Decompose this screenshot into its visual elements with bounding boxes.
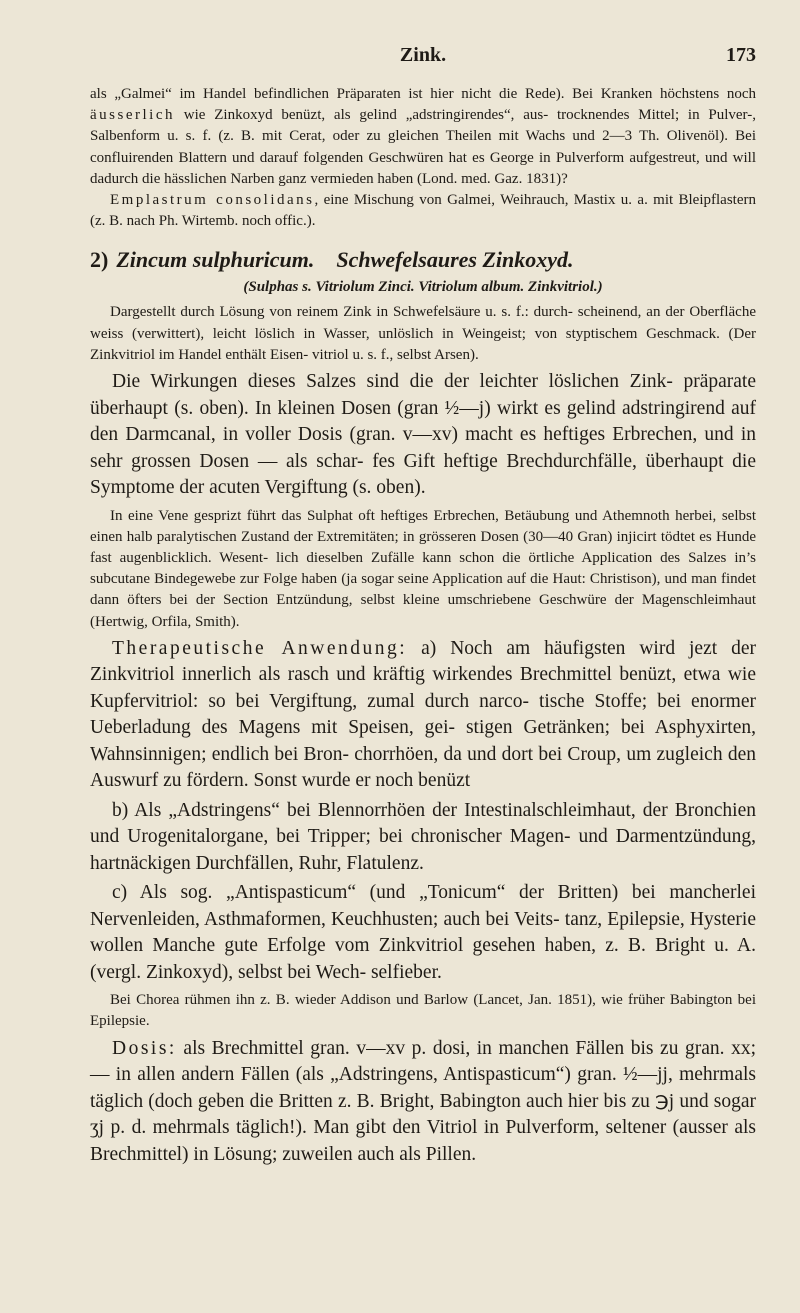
section-german-title: Schwefelsaures Zinkoxyd. — [336, 247, 574, 273]
dosis-paragraph — [90, 1036, 756, 1169]
emplastrum-paragraph — [90, 190, 756, 232]
running-title: Zink. — [399, 44, 447, 66]
intro-spaced-word: äusserlich — [90, 107, 175, 124]
therapy-a-text: a) Noch am häufigsten wird jezt der Zinkvitriol innerlich als rasch und kräftig wirkendes Brechmittel benüzt, etwa wie Kupfervitriol: so bei Vergiftung, zumal durch narco- tische Stoffe; bei enormer Ueberladung des Magens mit Speisen, gei- stigen Getränken; bei Asphyxirten, Wahnsinnigen; endlich bei Bron- chorrhöen, da und dort bei Croup, um zugleich den Auswurf zu fördern. Sonst wurde er noch benüzt — [90, 637, 756, 792]
therapy-paragraph-a — [90, 636, 756, 795]
page-header — [90, 44, 756, 84]
intro-paragraph — [90, 84, 756, 190]
section-synonyms: (Sulphas s. Vitriolum Zinci. Vitriolum album. Zinkvitriol.) — [243, 279, 603, 296]
section-latin-title: Zincum sulphuricum. — [116, 247, 315, 273]
effects-paragraph: Die Wirkungen dieses Salzes sind die der leichter löslichen Zink- präparate überhaupt (s. oben). In kleinen Dosen (gran ½—j) wirkt es gelind adstringirend auf den Darmcanal, in voller Dosis (gran. v—xv) macht es heftiges Erbrechen, und in sehr grossen Dosen — als schar- fes Gift heftige Brechdurchfälle, überhaupt die Symptome der acuten Vergiftung (s. oben). — [90, 371, 756, 499]
dosis-text: als Brechmittel gran. v—xv p. dosi, in manchen Fällen bis zu gran. xx; — in allen andern Fällen (als „Adstringens, Antispasticum“) gran. ½—jj, mehrmals täglich (doch geben die Britten z. B. Bright, Babington auch hier bis zu ℈j und sogar ʒj p. d. mehrmals täglich!). Man gibt den Vitriol in Pulverform, seltener (ausser als Brechmittel) in Lösung; zuweilen auch als Pillen. — [90, 1037, 756, 1165]
intro-text-b: wie Zinkoxyd benüzt, als gelind „adstringirendes“, aus- trocknendes Mittel; in Pulver-, Salbenform u. s. f. (z. B. mit Cerat, oder zu gleichen Theilen mit Wachs und 2—3 Th. Olivenöl). Bei confluirenden Blattern und darauf folgenden Geschwüren hat es George in Pulverform aufgestreut, und will dadurch die hässlichen Narben ganz vermieden haben (Lond. med. Gaz. 1831)? — [90, 107, 756, 187]
emplastrum-name: Emplastrum consolidans — [110, 192, 315, 209]
section-heading — [90, 246, 756, 274]
page-number: 173 — [726, 44, 756, 66]
therapy-paragraph-b: b) Als „Adstringens“ bei Blennorrhöen der Intestinalschleimhaut, der Bronchien und Urogenitalorgane, bei Tripper; bei chronischer Magen- und Darmentzündung, hartnäckigen Durchfällen, Ruhr, Flatulenz. — [90, 799, 756, 874]
intro-text-a: als „Galmei“ im Handel befindlichen Präparaten ist hier nicht die Rede). Bei Kranken höchstens noch — [90, 86, 756, 102]
emplastrum-text: , eine Mischung von Galmei, Weihrauch, Mastix u. a. mit Bleipflastern (z. B. nach Ph. Wirtemb. noch offic.). — [90, 192, 756, 230]
preparation-paragraph: Dargestellt durch Lösung von reinem Zink in Schwefelsäure u. s. f.: durch- scheinend, an der Oberfläche weiss (verwittert), leicht löslich in Wasser, unlöslich in Weingeist; von styptischem Geschmack. (Der Zinkvitriol im Handel enthält Eisen- vitriol u. s. f., selbst Arsen). — [90, 304, 756, 363]
therapy-label: Therapeutische Anwendung: — [112, 637, 408, 659]
therapy-paragraph-c: c) Als sog. „Antispasticum“ (und „Tonicum“ der Britten) bei mancherlei Nervenleiden, Asthmaformen, Keuchhusten; auch bei Veits- tanz, Epilepsie, Hysterie wollen Manche gute Erfolge vom Zinkvitriol gesehen haben, z. B. Bright u. A. (vergl. Zinkoxyd), selbst bei Wech- selfieber. — [90, 882, 756, 983]
chorea-note: Bei Chorea rühmen ihn z. B. wieder Addison und Barlow (Lancet, Jan. 1851), wie früher Babington bei Epilepsie. — [90, 992, 756, 1030]
injection-note: In eine Vene gesprizt führt das Sulphat oft heftiges Erbrechen, Betäubung und Athemnoth herbei, selbst einen halb paralytischen Zustand der Extremitäten; in grösseren Dosen (30—40 Gran) injicirt tödtet es Hunde fast augenblicklich. Wesent- lich dieselben Zufälle kann schon die örtliche Application des Salzes in’s subcutane Bindegewebe zur Folge haben (ja sogar seine Application auf die Haut: Christison), und man findet dann öfters bei der Section Entzündung, selbst kleine umschriebene Geschwüre der Magenschleimhaut (Hertwig, Orfila, Smith). — [90, 507, 756, 630]
section-number: 2) — [90, 247, 109, 273]
dosis-label: Dosis: — [112, 1037, 177, 1059]
